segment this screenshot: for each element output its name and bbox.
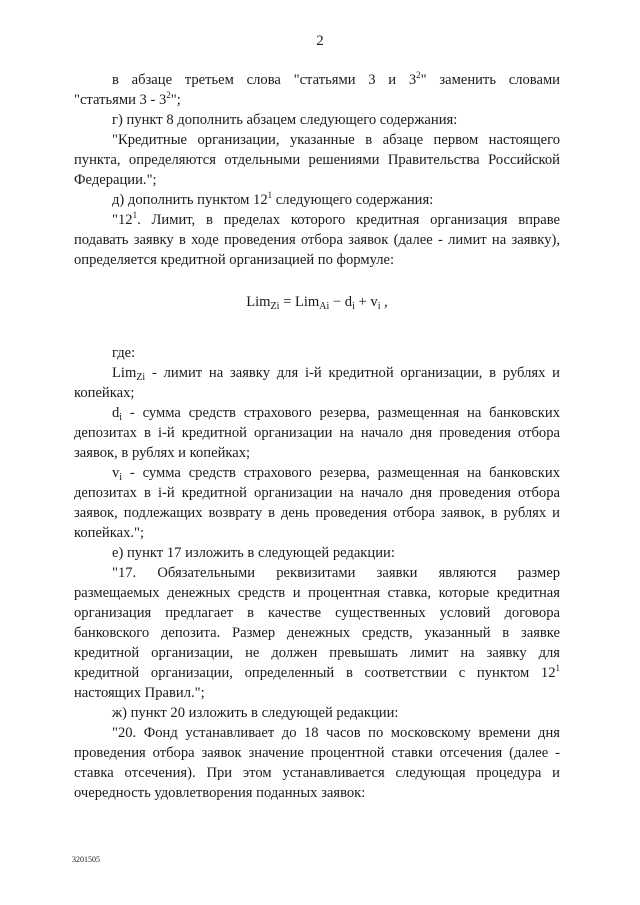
paragraph-amendment-line1: в абзаце третьем слова "статьями 3 и $3^2$" заменить словами	[112, 70, 560, 88]
paragraph-limit-definition: "$12^1$. Лимит, в пределах которого кредитная организация вправе подавать заявку в ходе проведения отбора заявок (далее - лимит на заявку), определяется кредитной организацией по формуле:	[74, 210, 560, 268]
paragraph-where: где:	[112, 345, 136, 361]
paragraph-point-d: д) дополнить пунктом $12^1$ следующего содержания:	[112, 190, 434, 208]
limit-formula: $Lim_{Zi} = Lim_{Ai} - d_i + v_i$ ,	[246, 294, 388, 312]
paragraph-point-17: "17. Обязательными реквизитами заявки являются размер размещаемых денежных средств и процентная ставка, которые кредитная организация предлагает в качестве существенных условий договора банковского депозита. Размер денежных средств, указанный в заявке кредитной организации, не должен превышать лимит на заявку для кредитной организации, определенный в соответствии с пунктом $12^1$ настоящих Правил.";	[74, 565, 560, 701]
paragraph-point-e: е) пункт 17 изложить в следующей редакции:	[112, 545, 395, 561]
paragraph-point-g: г) пункт 8 дополнить абзацем следующего содержания:	[112, 112, 458, 128]
paragraph-credit-organizations: "Кредитные организации, указанные в абзаце первом настоящего пункта, определяются отдельными решениями Правительства Российской Федерации.";	[74, 132, 560, 188]
paragraph-point-zh: ж) пункт 20 изложить в следующей редакции:	[112, 705, 399, 721]
document-id: 3201505	[72, 855, 100, 864]
paragraph-amendment-line2: "статьями $3 - 3^2$";	[74, 90, 181, 108]
paragraph-d-i: $d_i$ - сумма средств страхового резерва, размещенная на банковских депозитах в i-й кредитной организации на начало дня проведения отбора заявок, в рублях и копейках;	[74, 405, 560, 461]
paragraph-point-20: "20. Фонд устанавливает до 18 часов по московскому времени дня проведения отбора заявок значение процентной ставки отсечения (далее - ставка отсечения). При этом устанавливается следующая процедура и очередность удовлетворения поданных заявок:	[74, 725, 560, 801]
paragraph-lim-zi: Lim$_{Zi}$ - лимит на заявку для i-й кредитной организации, в рублях и копейках;	[74, 365, 560, 401]
paragraph-v-i: $v_i$ - сумма средств страхового резерва, размещенная на банковских депозитах в i-й кредитной организации на начало дня проведения отбора заявок, подлежащих возврату в день проведения отбора заявок, в рублях и копейках.";	[74, 465, 560, 541]
page-number: 2	[316, 33, 324, 49]
document-body	[74, 70, 560, 803]
